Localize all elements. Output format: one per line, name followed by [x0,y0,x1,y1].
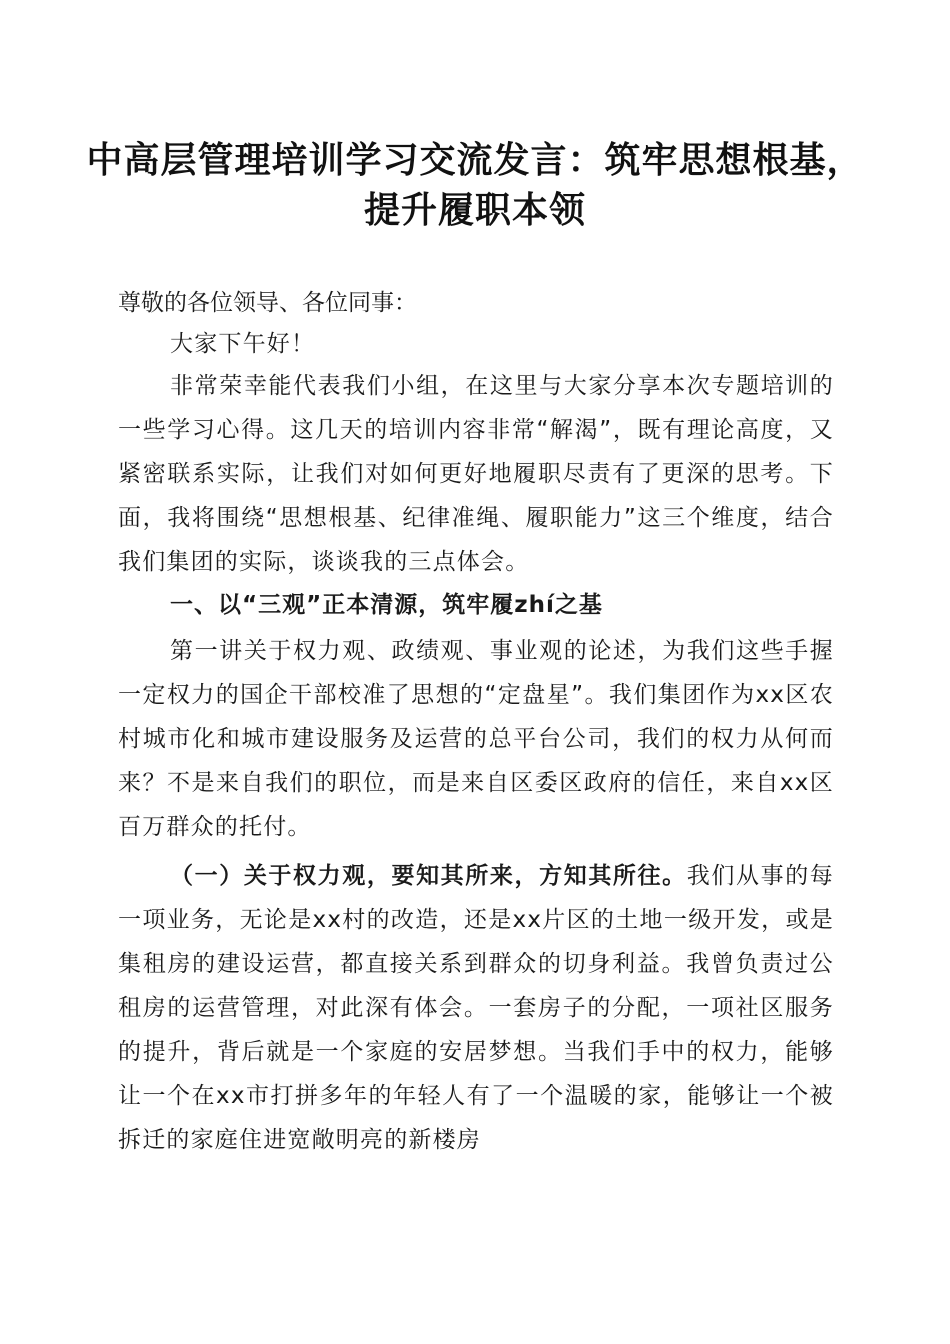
section-1-paragraph-1: 第一讲关于权力观、政绩观、事业观的论述，为我们这些手握一定权力的国企干部校准了思想的“定盘星”。我们集团作为xx区农村城市化和城市建设服务及运营的总平台公司，我们的权力从何而来？不是来自我们的职位，而是来自区委区政府的信任，来自xx区百万群众的托付。 [118,638,834,840]
document-title-line-1: 中高层管理培训学习交流发言：筑牢思想根基， [86,139,864,181]
salutation: 尊敬的各位领导、各位同事： [118,290,417,316]
subsection-1-heading: （一）关于权力观，要知其所来，方知其所往。 [170,863,687,889]
subsection-1-text: 我们从事的每一项业务，无论是xx村的改造，还是xx片区的土地一级开发，或是集租房的建设运营，都直接关系到群众的切身利益。我曾负责过公租房的运营管理，对此深有体会。一套房子的分配，一项社区服务的提升，背后就是一个家庭的安居梦想。当我们手中的权力，能够让一个在xx市打拼多年的年轻人有了一个温暖的家，能够让一个被拆迁的家庭住进宽敞明亮的新楼房 [118,863,835,1153]
section-1-heading: 一、以“三观”正本清源，筑牢履zhí之基 [170,592,603,618]
subsection-1-paragraph [118,854,834,1162]
intro-paragraph: 非常荣幸能代表我们小组，在这里与大家分享本次专题培训的一些学习心得。这几天的培训内容非常“解渴”，既有理论高度，又紧密联系实际，让我们对如何更好地履职尽责有了更深的思考。下面，我将围绕“思想根基、纪律准绳、履职能力”这三个维度，结合我们集团的实际，谈谈我的三点体会。 [118,373,834,575]
greeting-paragraph: 大家下午好！ [170,331,316,357]
document-title-line-2: 提升履职本领 [363,189,586,231]
